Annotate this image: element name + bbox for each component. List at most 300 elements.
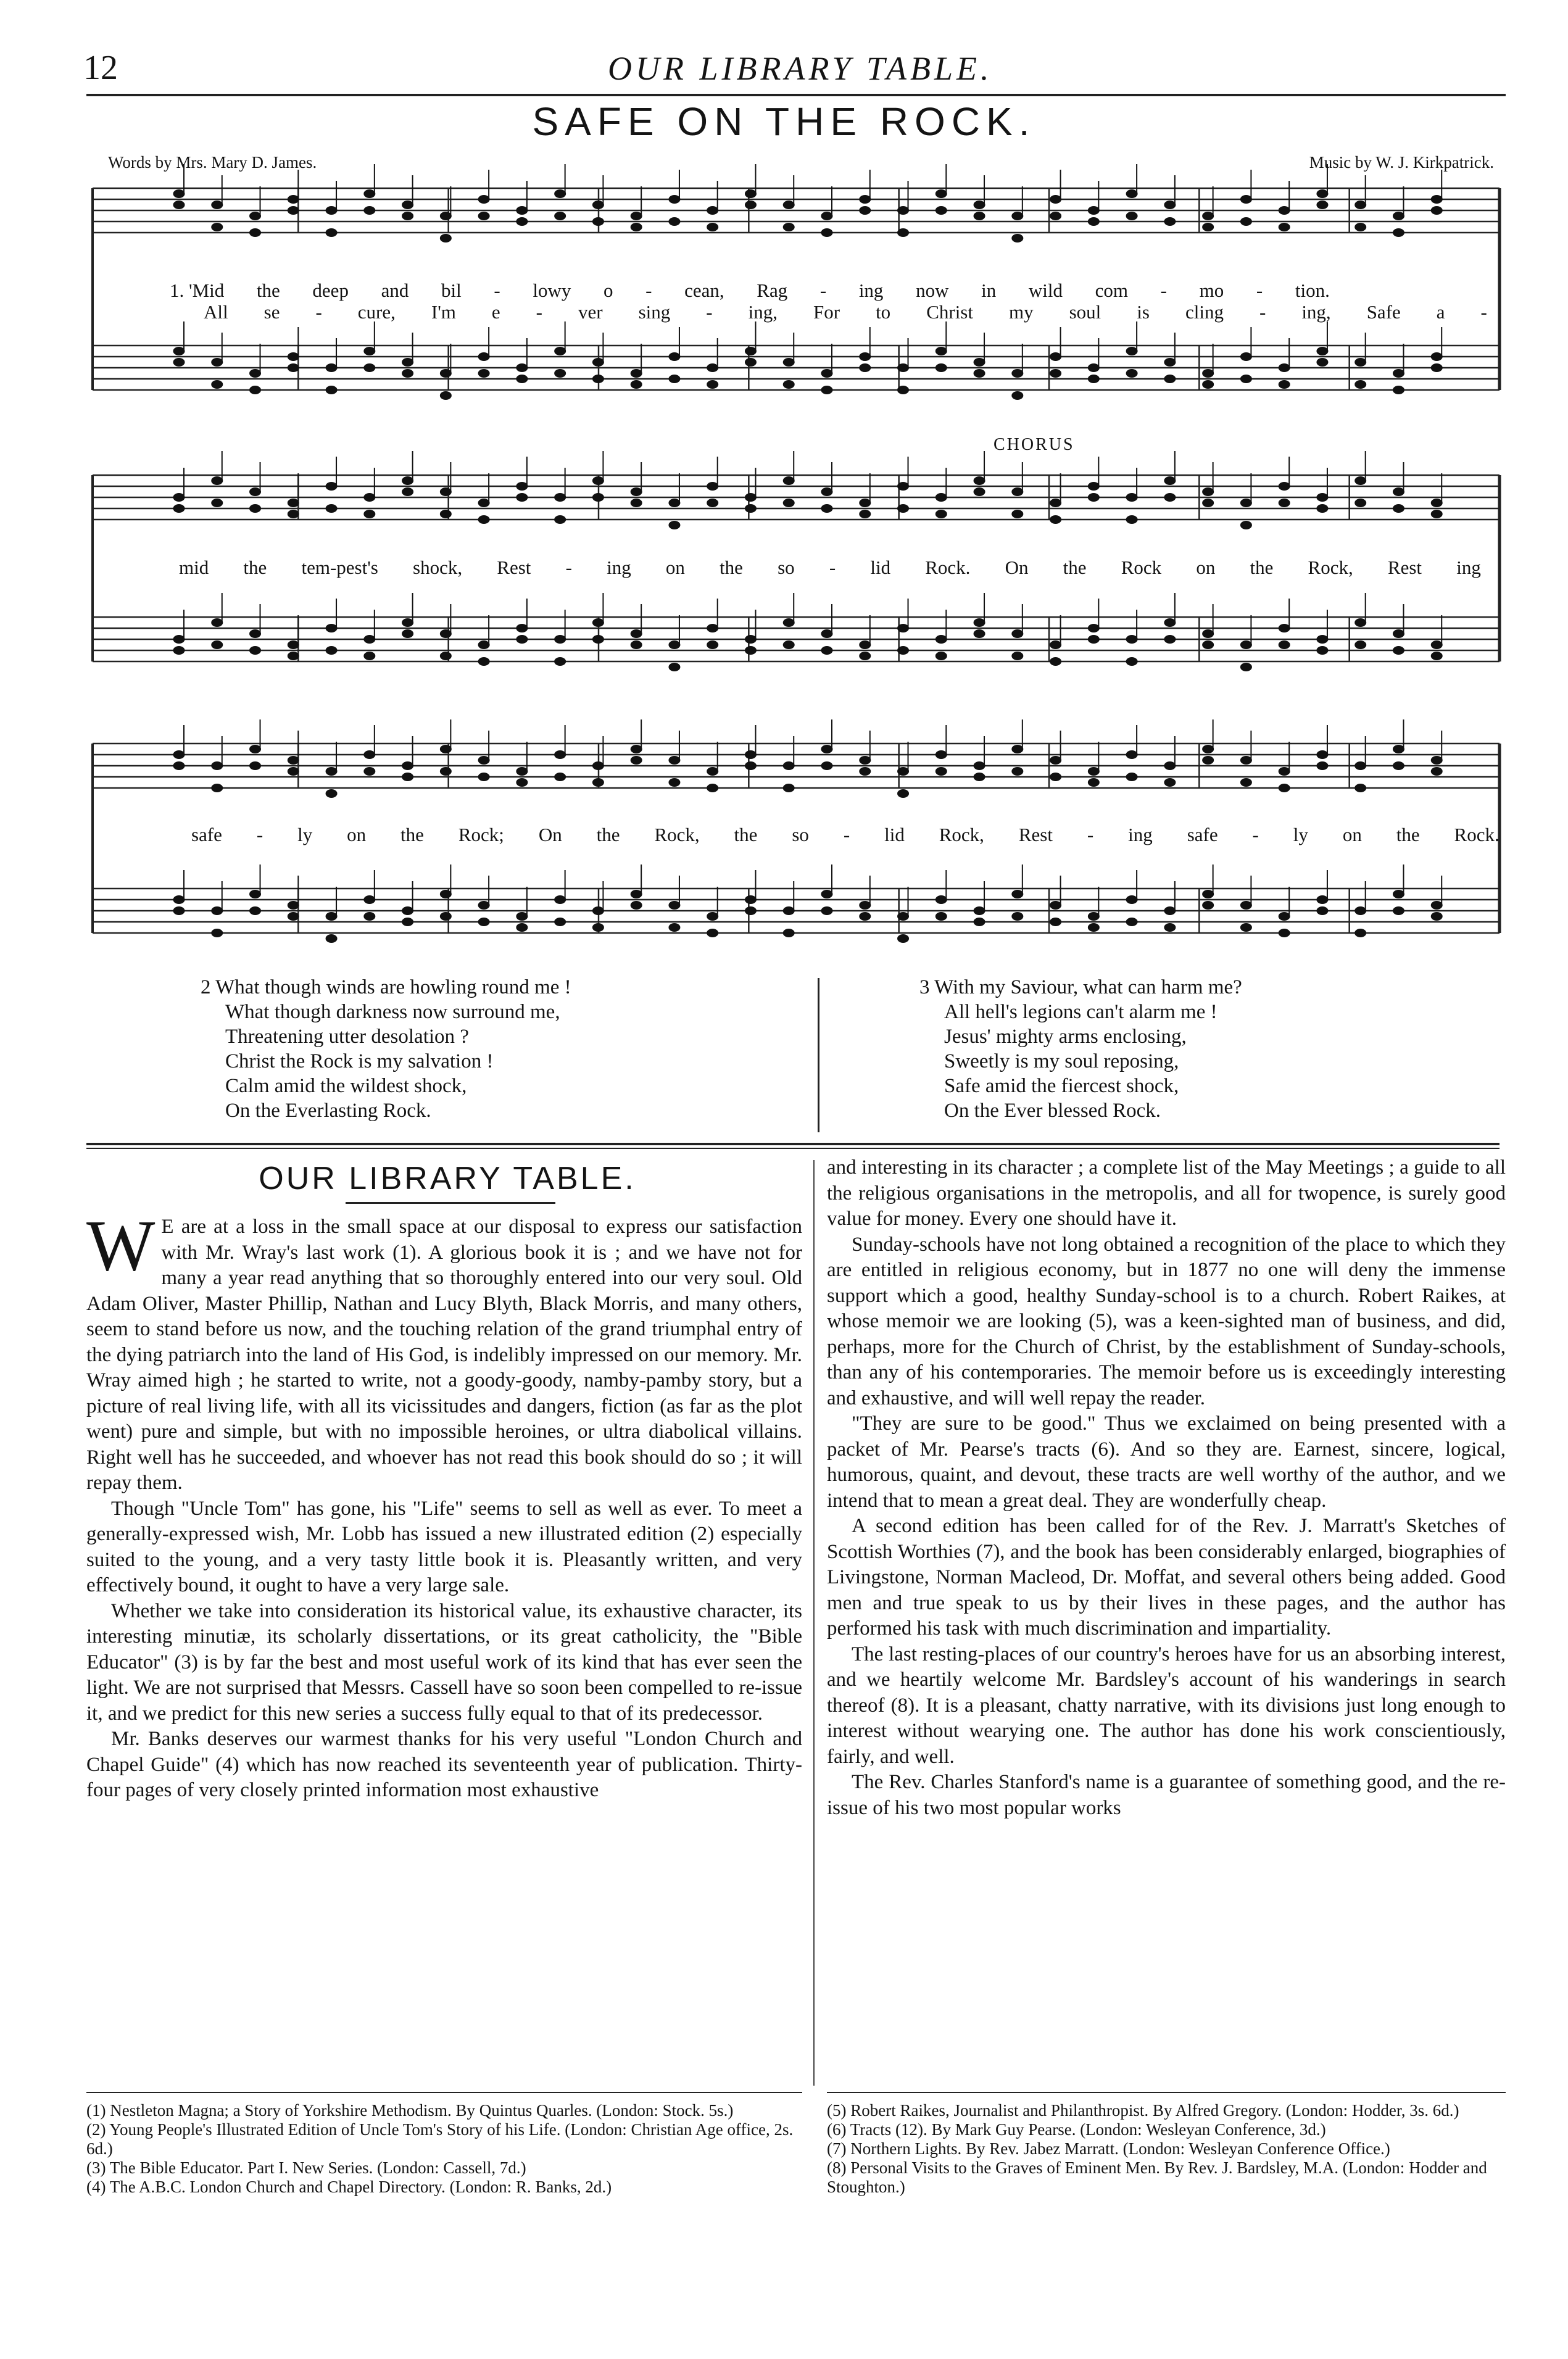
note-head — [1126, 636, 1137, 644]
note-head — [1203, 902, 1214, 910]
note-head — [1240, 902, 1251, 910]
note-head — [364, 510, 375, 518]
note-head — [1126, 773, 1137, 781]
lyric-syllable: tem-pest's — [301, 557, 378, 578]
lyric-syllable: Rest — [1018, 824, 1053, 845]
note-head — [326, 364, 337, 372]
note-head — [1126, 658, 1137, 666]
note-head — [402, 907, 413, 915]
lyric-syllable: - — [645, 280, 652, 301]
note-head — [1126, 347, 1137, 355]
note-head — [173, 201, 185, 209]
note-head — [860, 353, 871, 361]
note-head — [1088, 636, 1099, 644]
note-head — [783, 619, 794, 627]
lyric-syllable: se — [263, 301, 280, 323]
note-head — [935, 896, 947, 904]
note-head — [631, 757, 642, 765]
note-head — [1317, 347, 1328, 355]
lyric-syllable: - — [1087, 824, 1094, 845]
note-head — [402, 488, 413, 496]
lyric-syllable: the — [720, 557, 743, 578]
note-head — [1279, 624, 1290, 632]
note-head — [1431, 902, 1442, 910]
note-head — [1240, 218, 1251, 226]
note-head — [1279, 223, 1290, 231]
note-head — [402, 359, 413, 367]
note-head — [935, 751, 947, 759]
note-head — [1355, 359, 1366, 367]
note-head — [173, 647, 185, 655]
note-head — [592, 494, 604, 502]
note-head — [821, 386, 832, 394]
note-head — [288, 353, 299, 361]
note-head — [402, 370, 413, 378]
lyric-syllable: a — [1436, 301, 1445, 323]
note-head — [478, 658, 489, 666]
note-head — [707, 913, 718, 921]
lyric-syllable: ver — [578, 301, 603, 323]
note-head — [1355, 223, 1366, 231]
note-head — [1203, 630, 1214, 638]
note-head — [783, 201, 794, 209]
article-paragraph: and interesting in its character ; a complete list of the May Meetings ; a guide to all the religious organisations in the metropolis, and all for twopence, is surely good value for money. Every one should have it. — [827, 1156, 1506, 1230]
note-head — [212, 223, 223, 231]
article-paragraph: The last resting-places of our country's heroes have for us an absorbing interest, and we heartily welcome Mr. Bardsley's account of his wanderings in search thereof (8). It is a pleasant, chatty narrative, with its divisions just long enough to interest without wearying one. The author has done his work conscientiously, fairly, and well. — [827, 1643, 1506, 1768]
note-head — [860, 196, 871, 204]
lyric-syllable: cean, — [684, 280, 724, 301]
note-head — [745, 762, 756, 770]
note-head — [1240, 353, 1251, 361]
verse-divider — [818, 978, 819, 1132]
note-head — [1203, 381, 1214, 389]
note-head — [669, 196, 680, 204]
verse-line: Threatening utter desolation ? — [225, 1026, 469, 1048]
note-head — [1088, 924, 1099, 932]
note-head — [1050, 918, 1061, 926]
lyric-syllable: on — [665, 557, 685, 578]
note-head — [1355, 619, 1366, 627]
lyric-syllable: wild — [1028, 280, 1063, 301]
lyric-syllable: ing, — [1301, 301, 1331, 323]
lyric-syllable: - — [843, 824, 850, 845]
lyric-syllable: Rock, — [939, 824, 984, 845]
article-right-column — [827, 1155, 1506, 1821]
note-head — [821, 229, 832, 237]
note-head — [1012, 234, 1023, 243]
lyric-syllable: in — [981, 280, 997, 301]
note-head — [821, 488, 832, 496]
lyric-syllable: safe — [191, 824, 222, 845]
note-head — [173, 190, 185, 198]
note-head — [1203, 757, 1214, 765]
note-head — [745, 907, 756, 915]
lyric-syllable: lowy — [533, 280, 571, 301]
note-head — [364, 768, 375, 776]
note-head — [1355, 641, 1366, 649]
note-head — [669, 353, 680, 361]
note-head — [250, 745, 261, 753]
note-head — [364, 751, 375, 759]
note-head — [478, 757, 489, 765]
note-head — [326, 386, 337, 394]
verse-line: All hell's legions can't alarm me ! — [944, 1001, 1217, 1023]
verse-line: On the Ever blessed Rock. — [944, 1100, 1161, 1122]
note-head — [860, 510, 871, 518]
note-head — [288, 499, 299, 507]
lyric-syllable: the — [256, 280, 280, 301]
lyric-syllable: o — [603, 280, 613, 301]
note-head — [516, 768, 528, 776]
note-head — [364, 896, 375, 904]
note-head — [1164, 477, 1176, 485]
note-head — [707, 929, 718, 937]
note-head — [898, 790, 909, 798]
note-head — [364, 364, 375, 372]
note-head — [631, 890, 642, 898]
note-head — [1431, 757, 1442, 765]
note-head — [1126, 494, 1137, 502]
note-head — [250, 505, 261, 513]
note-head — [707, 641, 718, 649]
lyric-syllable: - — [256, 824, 263, 845]
note-head — [592, 619, 604, 627]
note-head — [173, 359, 185, 367]
footnote-rule-right — [827, 2092, 1506, 2093]
note-head — [1279, 784, 1290, 792]
lyric-syllable: - — [1252, 824, 1259, 845]
lyric-syllable: sing — [638, 301, 671, 323]
lyric-syllable: ly — [297, 824, 313, 845]
lyric-syllable: tion. — [1295, 280, 1330, 301]
note-head — [516, 924, 528, 932]
lyric-syllable: Rock. — [1454, 824, 1500, 845]
verse-line: 2 What though winds are howling round me ! — [201, 976, 571, 998]
note-head — [1431, 364, 1442, 372]
note-head — [1164, 218, 1176, 226]
note-head — [1393, 647, 1404, 655]
note-head — [1279, 207, 1290, 215]
lyric-syllable: Rest — [1387, 557, 1422, 578]
note-head — [402, 212, 413, 220]
note-head — [1012, 370, 1023, 378]
note-head — [783, 381, 794, 389]
lyric-syllable: deep — [312, 280, 349, 301]
note-head — [516, 218, 528, 226]
lyric-syllable: the — [400, 824, 424, 845]
article-paragraph: Mr. Banks deserves our warmest thanks for his very useful "London Church and Chapel Guide" (4) which has now reached its seventeenth year of publication. Thirty-four pages of very closely printed information most exhaustive — [86, 1728, 802, 1801]
note-head — [440, 510, 451, 518]
note-head — [1431, 641, 1442, 649]
note-head — [783, 929, 794, 937]
note-head — [669, 779, 680, 787]
note-head — [1317, 505, 1328, 513]
note-head — [783, 641, 794, 649]
note-head — [1203, 890, 1214, 898]
note-head — [1431, 768, 1442, 776]
note-head — [631, 630, 642, 638]
footnote: (4) The A.B.C. London Church and Chapel Directory. (London: R. Banks, 2d.) — [86, 2178, 612, 2196]
footnotes-right — [827, 2101, 1506, 2197]
article-title: OUR LIBRARY TABLE. — [259, 1161, 636, 1196]
lyric-syllable: on — [1196, 557, 1216, 578]
note-head — [288, 196, 299, 204]
note-head — [821, 907, 832, 915]
note-head — [935, 652, 947, 660]
note-head — [1088, 483, 1099, 491]
note-head — [1164, 907, 1176, 915]
running-title: OUR LIBRARY TABLE. — [608, 50, 993, 87]
note-head — [898, 935, 909, 943]
article-title-rule — [346, 1202, 555, 1204]
note-head — [326, 624, 337, 632]
note-head — [212, 762, 223, 770]
note-head — [860, 207, 871, 215]
lyric-syllable: lid — [884, 824, 905, 845]
lyric-syllable: Rag — [757, 280, 788, 301]
note-head — [1355, 929, 1366, 937]
note-head — [1050, 658, 1061, 666]
note-head — [1050, 641, 1061, 649]
note-head — [212, 641, 223, 649]
lyric-syllable: my — [1008, 301, 1034, 323]
note-head — [1012, 630, 1023, 638]
note-head — [935, 494, 947, 502]
note-head — [440, 652, 451, 660]
note-head — [173, 762, 185, 770]
article-paragraph: W E are at a loss in the small space at our disposal to express our satisfaction with Mr. Wray's last work (1). A glorious book it is ; and we have not for many a year read anything that so thoroughly entered into our very soul. Old Adam Oliver, Master Phillip, Nathan and Lucy Blyth, Black Morris, and many others, seem to stand before us now, and the touching relation of the grand triumphal entry of the dying patriarch into the land of His God, is indelibly impressed on our memory. Mr. Wray aimed high ; he started to write, not a goody-goody, namby-pamby story, but a picture of real living life, with all its vicissitudes and dangers, fiction (as far as the plot went) pure and simple, but with no impossible heroines, or ultra diabolical villains. Right well has he succeeded, and whoever has not read this book should do so ; it will repay them. — [86, 1205, 802, 1494]
note-head — [250, 386, 261, 394]
note-head — [707, 499, 718, 507]
note-head — [1164, 762, 1176, 770]
note-head — [631, 488, 642, 496]
note-head — [1393, 488, 1404, 496]
note-head — [1240, 924, 1251, 932]
note-head — [1203, 370, 1214, 378]
lyric-syllable: 1. 'Mid — [170, 280, 225, 301]
lyric-syllable: the — [734, 824, 758, 845]
note-head — [1393, 630, 1404, 638]
note-head — [555, 370, 566, 378]
note-head — [326, 647, 337, 655]
note-head — [1355, 762, 1366, 770]
note-head — [1012, 745, 1023, 753]
note-head — [974, 773, 985, 781]
lyric-syllable: Christ — [926, 301, 973, 323]
note-head — [592, 218, 604, 226]
verse-2 — [201, 975, 571, 1123]
note-head — [250, 647, 261, 655]
verse-line: Christ the Rock is my salvation ! — [225, 1050, 494, 1072]
note-head — [783, 907, 794, 915]
article-paragraph: Sunday-schools have not long obtained a recognition of the place to which they are entitled in religious economy, but in 1877 no one will deny the immense support which a good, healthy Sunday-school is to a church. Robert Raikes, at whose memoir we are looking (5), was a keen-sighted man of business, and did, perhaps, more for the Church of Christ, by the establishment of Sunday-schools, than any of his contemporaries. The memoir before us is exceedingly interesting and exhaustive, and will well repay the reader. — [827, 1233, 1506, 1409]
note-head — [478, 212, 489, 220]
lyric-syllable: com — [1095, 280, 1129, 301]
note-head — [212, 929, 223, 937]
note-head — [173, 505, 185, 513]
note-head — [1088, 624, 1099, 632]
note-head — [745, 494, 756, 502]
lyric-syllable: Rock — [1121, 557, 1162, 578]
note-head — [783, 477, 794, 485]
note-head — [1393, 762, 1404, 770]
note-head — [364, 190, 375, 198]
note-head — [250, 907, 261, 915]
note-head — [1431, 207, 1442, 215]
lyric-syllable: ing, — [748, 301, 778, 323]
note-head — [707, 381, 718, 389]
note-head — [669, 521, 680, 529]
note-head — [555, 212, 566, 220]
note-head — [592, 477, 604, 485]
note-head — [592, 636, 604, 644]
note-head — [1279, 768, 1290, 776]
lyric-syllable: and — [381, 280, 409, 301]
note-head — [1317, 201, 1328, 209]
note-head — [402, 918, 413, 926]
lyric-syllable: Safe — [1366, 301, 1401, 323]
section-rule-thin — [86, 1148, 1500, 1149]
note-head — [1012, 768, 1023, 776]
lyric-syllable: e — [491, 301, 500, 323]
lyric-syllable: the — [1396, 824, 1420, 845]
note-head — [860, 902, 871, 910]
note-head — [1050, 757, 1061, 765]
music-credit: Music by W. J. Kirkpatrick. — [1309, 153, 1494, 172]
lyric-syllable: ing — [1456, 557, 1481, 578]
lyric-syllable: bil — [441, 280, 462, 301]
note-head — [364, 347, 375, 355]
lyric-syllable: For — [813, 301, 840, 323]
note-head — [212, 359, 223, 367]
note-head — [402, 201, 413, 209]
note-head — [898, 229, 909, 237]
verse-line: On the Everlasting Rock. — [225, 1100, 431, 1122]
note-head — [669, 757, 680, 765]
lyric-syllable: the — [1063, 557, 1087, 578]
note-head — [974, 907, 985, 915]
note-head — [745, 359, 756, 367]
note-head — [173, 636, 185, 644]
note-head — [1050, 773, 1061, 781]
note-head — [707, 207, 718, 215]
note-head — [555, 896, 566, 904]
lyric-syllable: mo — [1199, 280, 1224, 301]
note-head — [288, 641, 299, 649]
lyric-syllable: On — [1005, 557, 1029, 578]
lyric-syllable: on — [1342, 824, 1362, 845]
lyric-syllable: ly — [1293, 824, 1308, 845]
note-head — [212, 477, 223, 485]
note-head — [974, 212, 985, 220]
note-head — [1088, 207, 1099, 215]
note-head — [860, 499, 871, 507]
note-head — [860, 913, 871, 921]
note-head — [935, 207, 947, 215]
lyric-line-2 — [204, 301, 1487, 323]
lyric-syllable: - — [1160, 280, 1167, 301]
note-head — [745, 190, 756, 198]
note-head — [440, 370, 451, 378]
note-head — [1164, 619, 1176, 627]
note-head — [250, 630, 261, 638]
note-head — [1203, 499, 1214, 507]
note-head — [974, 477, 985, 485]
note-head — [1012, 913, 1023, 921]
note-head — [1279, 929, 1290, 937]
note-head — [516, 779, 528, 787]
chorus-label: CHORUS — [993, 435, 1075, 454]
note-head — [478, 902, 489, 910]
lyric-syllable: Rest — [497, 557, 531, 578]
note-head — [860, 641, 871, 649]
lyric-syllable: the — [1250, 557, 1274, 578]
section-rule — [86, 1143, 1500, 1145]
note-head — [745, 647, 756, 655]
note-head — [1164, 924, 1176, 932]
words-credit: Words by Mrs. Mary D. James. — [108, 153, 317, 172]
note-head — [1126, 212, 1137, 220]
note-head — [898, 624, 909, 632]
note-head — [516, 375, 528, 383]
footnote: (3) The Bible Educator. Part I. New Series. (London: Cassell, 7d.) — [86, 2158, 526, 2177]
note-head — [1355, 381, 1366, 389]
lyric-syllable: cling — [1185, 301, 1224, 323]
note-head — [631, 370, 642, 378]
note-head — [326, 913, 337, 921]
song-title: SAFE ON THE ROCK. — [532, 99, 1036, 144]
note-head — [1393, 890, 1404, 898]
note-head — [783, 499, 794, 507]
note-head — [1240, 499, 1251, 507]
lyric-line-1 — [170, 280, 1330, 302]
note-head — [364, 636, 375, 644]
footnote: (7) Northern Lights. By Rev. Jabez Marratt. (London: Wesleyan Conference Office.) — [827, 2139, 1390, 2158]
note-head — [478, 641, 489, 649]
note-head — [250, 229, 261, 237]
article-paragraph: The Rev. Charles Stanford's name is a guarantee of something good, and the re-issue of his two most popular works — [827, 1771, 1506, 1819]
note-head — [592, 201, 604, 209]
lyric-syllable: soul — [1069, 301, 1101, 323]
note-head — [1393, 745, 1404, 753]
note-head — [898, 647, 909, 655]
note-head — [478, 499, 489, 507]
note-head — [1012, 890, 1023, 898]
note-head — [1203, 223, 1214, 231]
note-head — [1012, 510, 1023, 518]
note-head — [288, 510, 299, 518]
note-head — [516, 483, 528, 491]
article-left-column — [86, 1205, 802, 1804]
note-head — [1279, 381, 1290, 389]
note-head — [860, 768, 871, 776]
note-head — [1279, 483, 1290, 491]
note-head — [250, 212, 261, 220]
lyric-syllable: ing — [1128, 824, 1153, 845]
note-head — [1355, 907, 1366, 915]
note-head — [1164, 375, 1176, 383]
note-head — [402, 477, 413, 485]
note-head — [1164, 779, 1176, 787]
note-head — [1240, 521, 1251, 529]
note-head — [1393, 907, 1404, 915]
verse-line: What though darkness now surround me, — [225, 1001, 560, 1023]
note-head — [669, 663, 680, 671]
note-head — [592, 375, 604, 383]
note-head — [326, 935, 337, 943]
lyric-line-4 — [191, 824, 1500, 846]
note-head — [631, 745, 642, 753]
